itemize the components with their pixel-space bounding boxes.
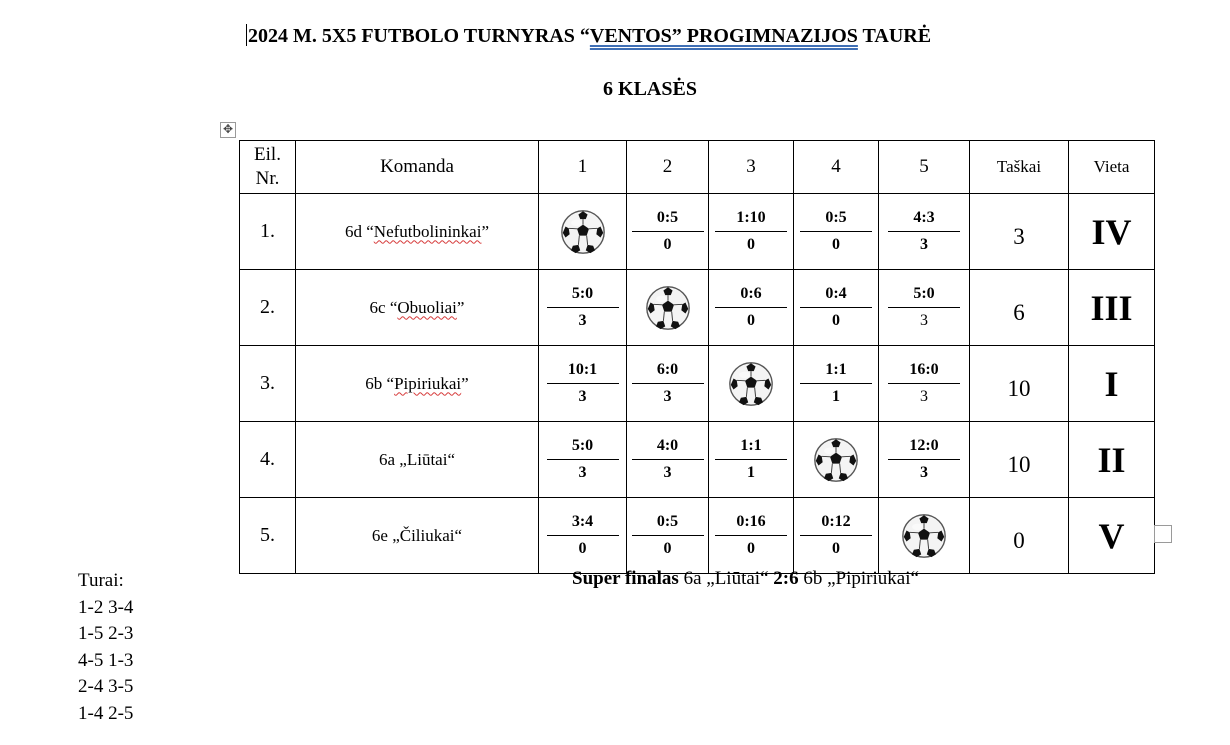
soccer-ball-icon bbox=[645, 285, 691, 331]
match-result bbox=[547, 512, 619, 559]
match-result bbox=[800, 208, 872, 255]
document-title bbox=[246, 24, 931, 48]
row-number: 5. bbox=[240, 498, 296, 574]
team-prefix: 6d “ bbox=[345, 221, 374, 241]
header-nr-label: Eil. Nr. bbox=[254, 144, 281, 189]
match-result bbox=[888, 284, 960, 331]
match-points: 0 bbox=[663, 540, 672, 557]
title-part-3: TAURĖ bbox=[857, 25, 932, 47]
result-cell bbox=[879, 422, 970, 498]
table-row bbox=[240, 194, 1155, 270]
team-suffix: “ bbox=[447, 449, 455, 469]
team-name: Obuoliai bbox=[397, 297, 457, 317]
title-part-2: VENTOS” PROGIMNAZIJOS bbox=[589, 25, 858, 47]
result-cell bbox=[709, 270, 794, 346]
match-score: 0:5 bbox=[632, 208, 704, 232]
rounds-list bbox=[78, 568, 133, 727]
match-score: 0:4 bbox=[800, 284, 872, 308]
result-cell bbox=[879, 194, 970, 270]
result-cell bbox=[709, 498, 794, 574]
superfinal-score: 2:6 bbox=[773, 568, 799, 589]
document-subtitle: 6 KLASĖS bbox=[603, 78, 697, 100]
result-cell bbox=[794, 498, 879, 574]
match-score: 12:0 bbox=[888, 436, 960, 460]
header-col-4: 4 bbox=[794, 141, 879, 194]
match-score: 4:3 bbox=[888, 208, 960, 232]
resize-square-icon[interactable] bbox=[1154, 525, 1172, 543]
result-cell bbox=[709, 194, 794, 270]
match-result bbox=[715, 436, 787, 483]
team-prefix: 6b “ bbox=[365, 373, 395, 393]
four-arrows-move-icon[interactable]: ✥ bbox=[220, 122, 236, 138]
result-cell bbox=[879, 270, 970, 346]
rounds-label: Turai: bbox=[78, 570, 124, 591]
match-result bbox=[632, 436, 704, 483]
round-item: 1-5 2-3 bbox=[78, 623, 134, 644]
match-points: 0 bbox=[747, 236, 755, 253]
match-score: 5:0 bbox=[547, 284, 619, 308]
team-name: Pipiriukai bbox=[394, 373, 462, 393]
match-points: 1 bbox=[747, 464, 755, 481]
team-cell bbox=[296, 346, 539, 422]
match-score: 6:0 bbox=[632, 360, 704, 384]
match-result bbox=[632, 360, 704, 407]
soccer-ball-icon bbox=[728, 361, 774, 407]
standings-table bbox=[239, 140, 1155, 574]
match-points: 3 bbox=[920, 312, 928, 329]
team-prefix: 6a „ bbox=[379, 449, 407, 469]
superfinal-team1: 6a „Liūtai“ bbox=[683, 568, 769, 589]
result-cell bbox=[794, 346, 879, 422]
place-rank: IV bbox=[1069, 194, 1155, 270]
match-points: 3 bbox=[578, 312, 587, 329]
match-points: 3 bbox=[663, 464, 672, 481]
header-team: Komanda bbox=[296, 141, 539, 194]
diagonal-cell bbox=[879, 498, 970, 574]
team-suffix: ” bbox=[461, 373, 469, 393]
place-rank: I bbox=[1069, 346, 1155, 422]
match-score: 0:5 bbox=[632, 512, 704, 536]
match-points: 0 bbox=[832, 312, 840, 329]
header-col-1: 1 bbox=[539, 141, 627, 194]
row-number: 3. bbox=[240, 346, 296, 422]
result-cell bbox=[627, 346, 709, 422]
place-rank: II bbox=[1069, 422, 1155, 498]
match-score: 0:5 bbox=[800, 208, 872, 232]
table-row bbox=[240, 422, 1155, 498]
match-points: 3 bbox=[663, 388, 672, 405]
header-col-5: 5 bbox=[879, 141, 970, 194]
title-part-1: 2024 M. 5X5 FUTBOLO TURNYRAS “ bbox=[248, 25, 590, 47]
team-name: Nefutbolininkai bbox=[373, 221, 482, 241]
match-score: 0:12 bbox=[800, 512, 872, 536]
match-result bbox=[800, 284, 872, 331]
diagonal-cell bbox=[539, 194, 627, 270]
match-score: 5:0 bbox=[547, 436, 619, 460]
match-points: 0 bbox=[747, 312, 755, 329]
superfinal-team2: 6b „Pipiriukai“ bbox=[803, 568, 919, 589]
match-score: 16:0 bbox=[888, 360, 960, 384]
result-cell bbox=[539, 346, 627, 422]
diagonal-cell bbox=[627, 270, 709, 346]
match-result bbox=[715, 208, 787, 255]
team-suffix: ” bbox=[456, 297, 465, 317]
soccer-ball-icon bbox=[813, 437, 859, 483]
match-result bbox=[632, 512, 704, 559]
round-item: 1-4 2-5 bbox=[78, 702, 134, 724]
match-result bbox=[715, 284, 787, 331]
result-cell bbox=[794, 270, 879, 346]
match-score: 0:6 bbox=[715, 284, 787, 308]
match-result bbox=[888, 436, 960, 483]
match-result bbox=[715, 512, 787, 559]
soccer-ball-icon bbox=[901, 513, 947, 559]
match-points: 3 bbox=[578, 464, 587, 481]
team-prefix: 6c “ bbox=[369, 297, 398, 317]
match-result bbox=[888, 360, 960, 407]
result-cell bbox=[539, 422, 627, 498]
table-row bbox=[240, 346, 1155, 422]
superfinal-label: Super finalas bbox=[572, 568, 679, 589]
result-cell bbox=[627, 498, 709, 574]
diagonal-cell bbox=[794, 422, 879, 498]
match-score: 5:0 bbox=[888, 284, 960, 308]
match-points: 0 bbox=[578, 540, 587, 557]
round-item: 2-4 3-5 bbox=[78, 676, 134, 697]
match-score: 1:1 bbox=[800, 360, 872, 384]
match-points: 3 bbox=[920, 464, 928, 481]
team-cell bbox=[296, 422, 539, 498]
match-score: 0:16 bbox=[715, 512, 787, 536]
match-result bbox=[547, 436, 619, 483]
match-result bbox=[800, 360, 872, 407]
result-cell bbox=[627, 422, 709, 498]
result-cell bbox=[879, 346, 970, 422]
match-points: 3 bbox=[920, 388, 928, 405]
match-points: 0 bbox=[747, 540, 755, 557]
team-suffix: ” bbox=[481, 221, 489, 241]
row-number: 4. bbox=[240, 422, 296, 498]
table-row bbox=[240, 270, 1155, 346]
header-nr bbox=[240, 141, 296, 194]
match-result bbox=[888, 208, 960, 255]
row-number: 1. bbox=[240, 194, 296, 270]
match-result bbox=[547, 360, 619, 407]
match-score: 1:1 bbox=[715, 436, 787, 460]
total-points: 0 bbox=[970, 498, 1069, 574]
team-prefix: 6e „ bbox=[371, 525, 400, 545]
table-row bbox=[240, 498, 1155, 574]
total-points: 10 bbox=[970, 422, 1069, 498]
result-cell bbox=[539, 498, 627, 574]
header-place: Vieta bbox=[1069, 141, 1155, 194]
text-cursor bbox=[246, 24, 247, 46]
diagonal-cell bbox=[709, 346, 794, 422]
match-score: 4:0 bbox=[632, 436, 704, 460]
match-points: 0 bbox=[832, 540, 840, 557]
match-result bbox=[800, 512, 872, 559]
team-cell bbox=[296, 270, 539, 346]
place-rank: III bbox=[1069, 270, 1155, 346]
row-number: 2. bbox=[240, 270, 296, 346]
match-score: 10:1 bbox=[547, 360, 619, 384]
team-cell bbox=[296, 498, 539, 574]
place-rank: V bbox=[1069, 498, 1155, 574]
match-result bbox=[547, 284, 619, 331]
team-name: Liūtai bbox=[406, 449, 448, 469]
match-score: 1:10 bbox=[715, 208, 787, 232]
team-suffix: “ bbox=[454, 525, 463, 545]
match-points: 3 bbox=[920, 236, 928, 253]
round-item: 1-2 3-4 bbox=[78, 596, 134, 618]
superfinal-line bbox=[572, 568, 919, 590]
header-col-3: 3 bbox=[709, 141, 794, 194]
team-cell bbox=[296, 194, 539, 270]
total-points: 6 bbox=[970, 270, 1069, 346]
match-result bbox=[632, 208, 704, 255]
result-cell bbox=[539, 270, 627, 346]
result-cell bbox=[709, 422, 794, 498]
soccer-ball-icon bbox=[560, 209, 606, 255]
team-name: Čiliukai bbox=[399, 525, 455, 545]
match-score: 3:4 bbox=[547, 512, 619, 536]
result-cell bbox=[627, 194, 709, 270]
header-row bbox=[240, 141, 1155, 194]
total-points: 3 bbox=[970, 194, 1069, 270]
header-col-2: 2 bbox=[627, 141, 709, 194]
match-points: 1 bbox=[832, 388, 840, 405]
total-points: 10 bbox=[970, 346, 1069, 422]
match-points: 0 bbox=[663, 236, 672, 253]
result-cell bbox=[794, 194, 879, 270]
round-item: 4-5 1-3 bbox=[78, 649, 134, 671]
match-points: 3 bbox=[578, 388, 587, 405]
header-points: Taškai bbox=[970, 141, 1069, 194]
match-points: 0 bbox=[832, 236, 840, 253]
